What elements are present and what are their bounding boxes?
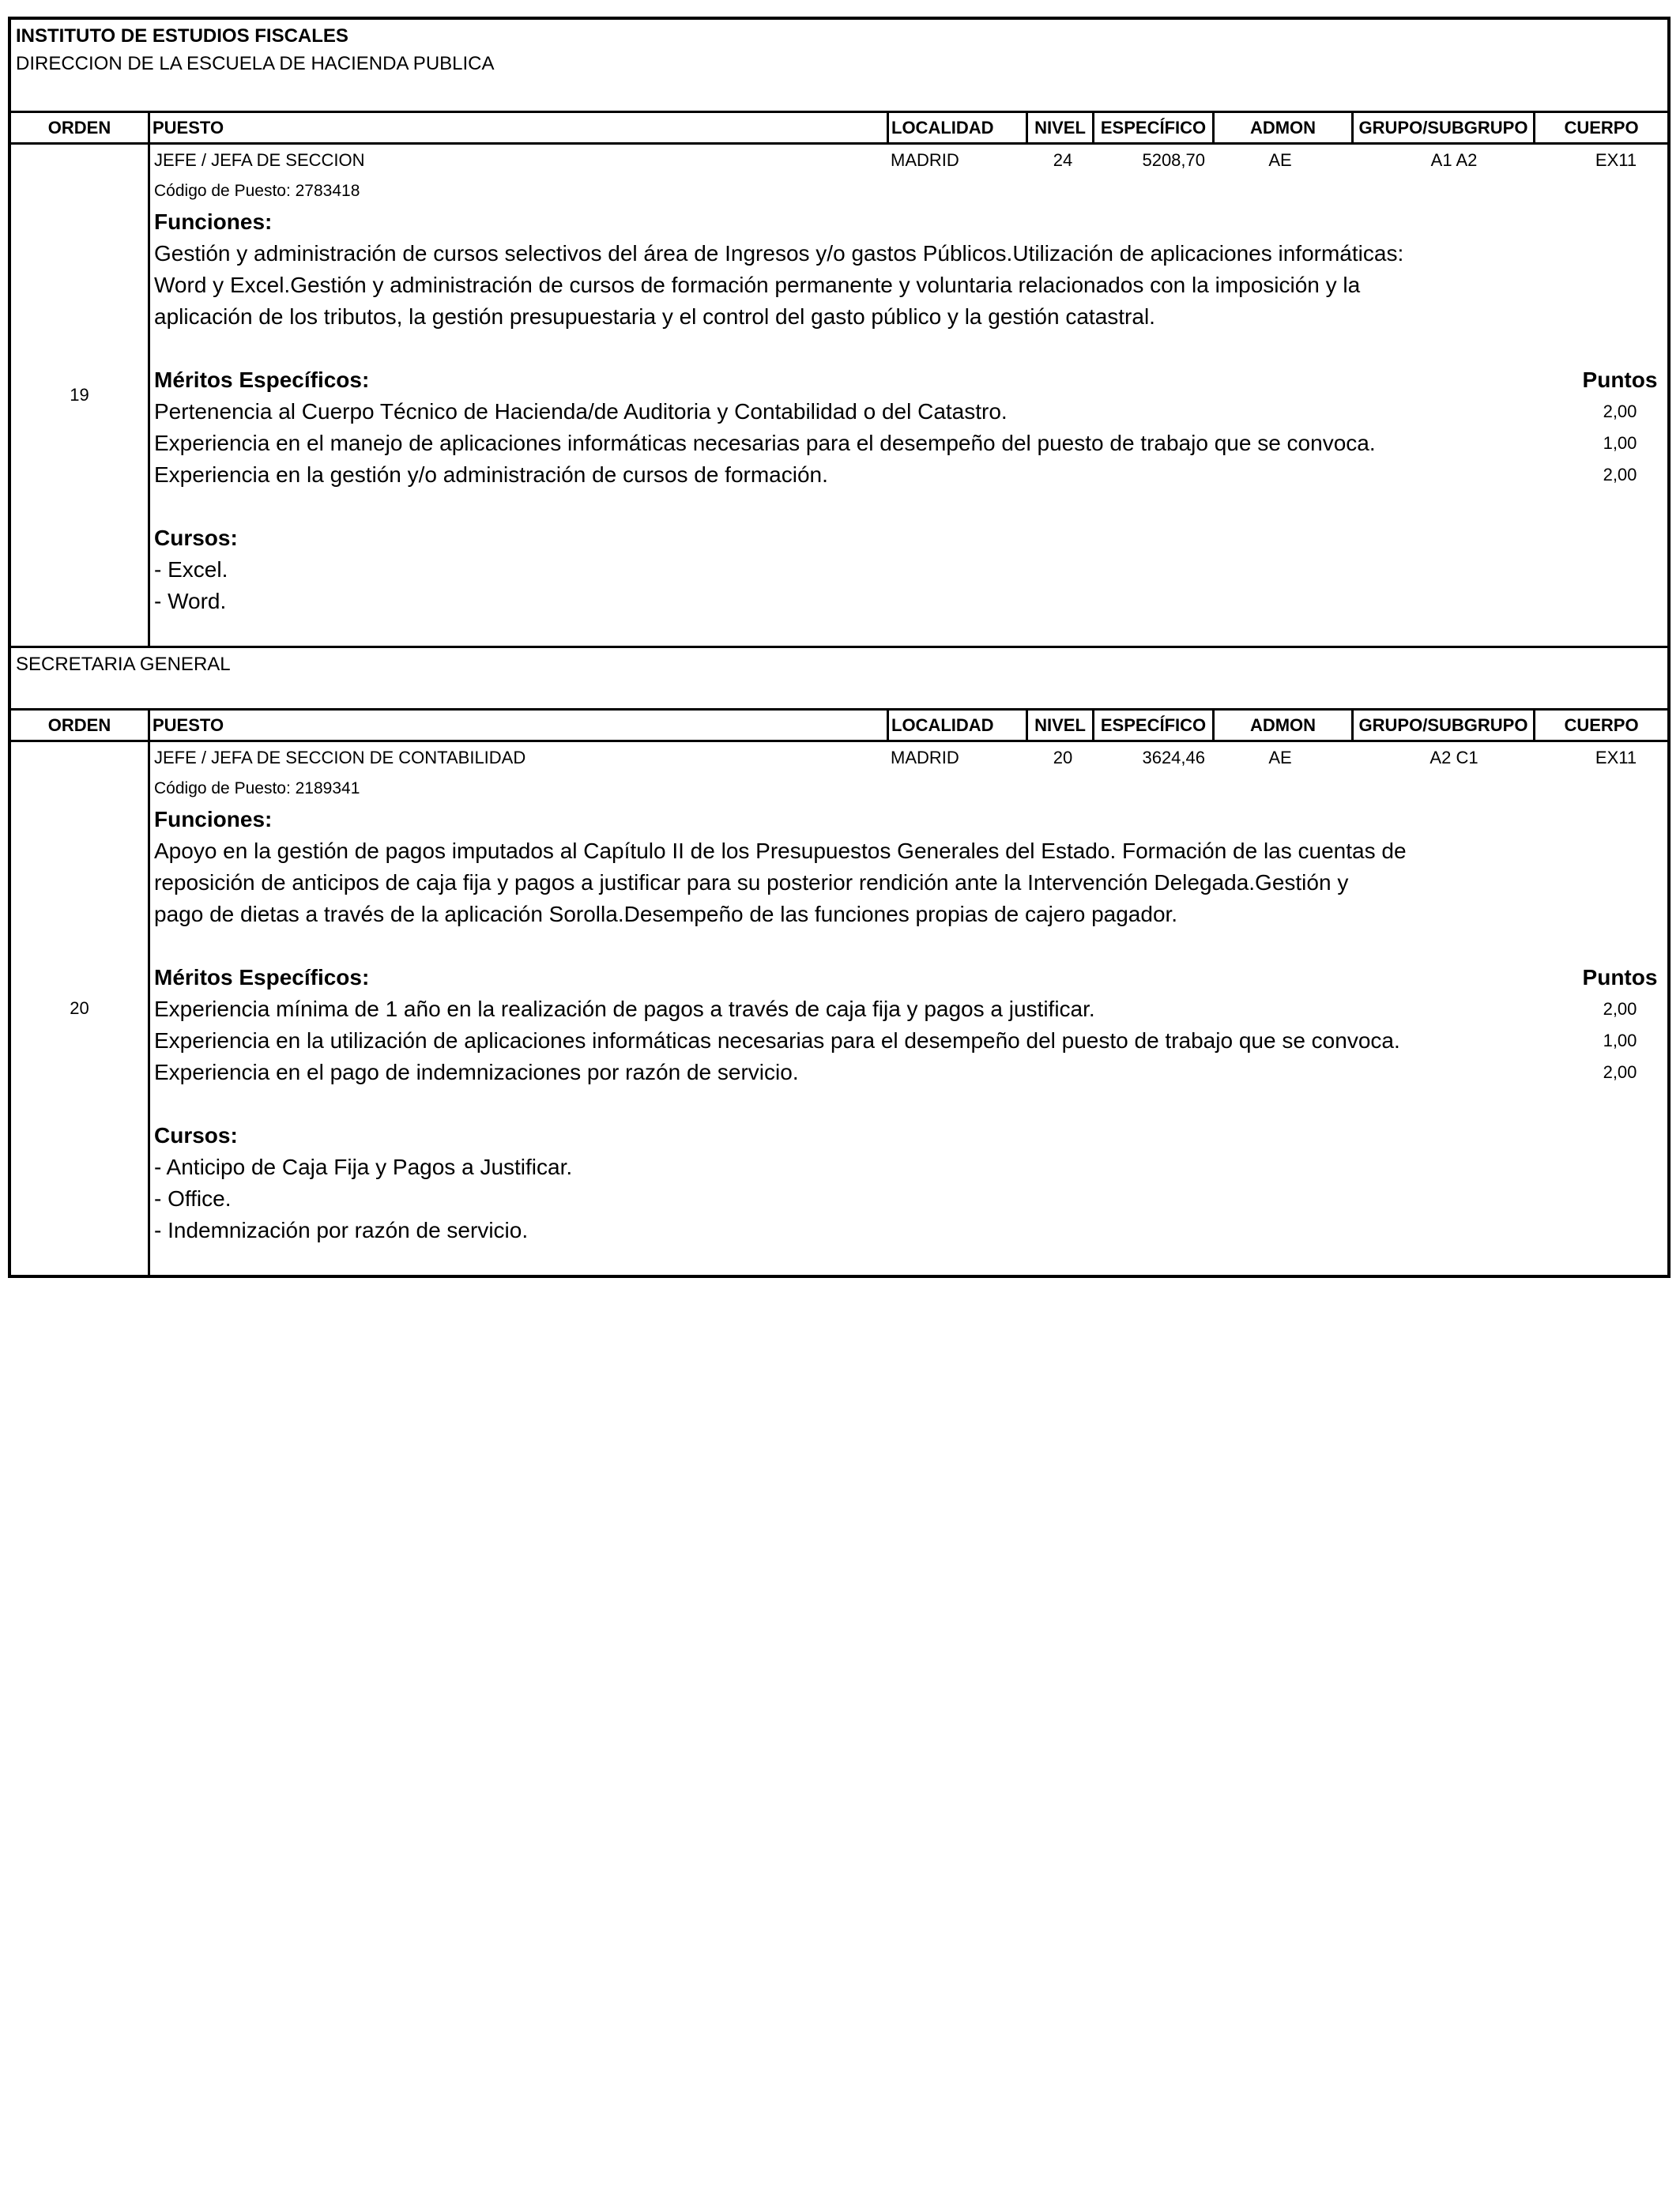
col-orden: ORDEN: [11, 113, 150, 142]
merito-item: [154, 396, 1667, 428]
col-admon: ADMON: [1215, 113, 1354, 142]
meritos-heading-row: [154, 364, 1667, 396]
job-entry: [11, 145, 1667, 646]
merito-item: [154, 428, 1667, 459]
department-name: DIRECCION DE LA ESCUELA DE HACIENDA PUBLICA: [16, 53, 495, 74]
job-summary-row: [154, 742, 1667, 774]
meritos-heading-row: [154, 962, 1667, 993]
codigo-puesto: Código de Puesto: 2783418: [154, 182, 360, 200]
curso-item: - Indemnización por razón de servicio.: [154, 1218, 529, 1242]
cuerpo-value: EX11: [1595, 150, 1637, 170]
puntos-heading: Puntos: [1582, 368, 1658, 392]
merito-text: Pertenencia al Cuerpo Técnico de Hacienda/de Auditoria y Contabilidad o del Catastro.: [154, 399, 1008, 424]
funciones-line: reposición de anticipos de caja fija y pagos a justificar para su posterior rendición ante la Intervención Delegada.Gestión y: [154, 870, 1349, 895]
merito-puntos: 1,00: [1603, 433, 1637, 453]
curso-item: - Office.: [154, 1186, 232, 1211]
curso-item: - Excel.: [154, 557, 228, 582]
job-summary-row: [154, 145, 1667, 176]
col-puesto: PUESTO: [150, 113, 889, 142]
cuerpo-value: EX11: [1595, 748, 1637, 767]
col-localidad: LOCALIDAD: [889, 113, 1028, 142]
cursos-heading: Cursos:: [154, 526, 238, 550]
merito-text: Experiencia en la gestión y/o administración de cursos de formación.: [154, 462, 828, 487]
merito-text: Experiencia en el manejo de aplicaciones informáticas necesarias para el desempeño del puesto de trabajo que se convoca.: [154, 431, 1376, 455]
col-grupo: GRUPO/SUBGRUPO: [1354, 113, 1535, 142]
nivel-value: 20: [1053, 748, 1073, 767]
codigo-puesto: Código de Puesto: 2189341: [154, 779, 360, 797]
puesto-value: JEFE / JEFA DE SECCION: [154, 150, 365, 170]
job-details: [150, 742, 1667, 1275]
col-grupo: GRUPO/SUBGRUPO: [1354, 711, 1535, 740]
admon-value: AE: [1268, 150, 1292, 170]
merito-text: Experiencia en la utilización de aplicaciones informáticas necesarias para el desempeño del puesto de trabajo que se convoca.: [154, 1028, 1400, 1053]
puesto-value: JEFE / JEFA DE SECCION DE CONTABILIDAD: [154, 748, 526, 767]
column-header-row: [11, 711, 1667, 742]
col-admon: ADMON: [1215, 711, 1354, 740]
col-orden: ORDEN: [11, 711, 150, 740]
funciones-heading: Funciones:: [154, 209, 273, 234]
funciones-heading: Funciones:: [154, 807, 273, 831]
funciones-line: Apoyo en la gestión de pagos imputados al Capítulo II de los Presupuestos Generales del Estado. Formación de las cuentas de: [154, 839, 1407, 863]
especifico-value: 5208,70: [1142, 150, 1205, 170]
col-localidad: LOCALIDAD: [889, 711, 1028, 740]
funciones-line: aplicación de los tributos, la gestión presupuestaria y el control del gasto público y la gestión catastral.: [154, 304, 1155, 329]
col-nivel: NIVEL: [1028, 113, 1094, 142]
meritos-heading: Méritos Específicos:: [154, 368, 370, 392]
col-cuerpo: CUERPO: [1564, 118, 1639, 138]
curso-item: - Word.: [154, 589, 227, 613]
merito-item: [154, 993, 1667, 1025]
merito-puntos: 2,00: [1603, 1062, 1637, 1082]
merito-puntos: 1,00: [1603, 1031, 1637, 1050]
funciones-line: Word y Excel.Gestión y administración de cursos de formación permanente y voluntaria relacionados con la imposición y la: [154, 273, 1361, 297]
especifico-value: 3624,46: [1142, 748, 1205, 767]
localidad-value: MADRID: [891, 150, 959, 170]
merito-item: [154, 1057, 1667, 1088]
merito-puntos: 2,00: [1603, 999, 1637, 1019]
funciones-line: pago de dietas a través de la aplicación Sorolla.Desempeño de las funciones propias de cajero pagador.: [154, 902, 1178, 926]
unit-name: SECRETARIA GENERAL: [11, 646, 1667, 711]
job-details: [150, 145, 1667, 646]
merito-text: Experiencia mínima de 1 año en la realización de pagos a través de caja fija y pagos a justificar.: [154, 997, 1095, 1021]
grupo-value: A2 C1: [1430, 748, 1478, 767]
col-puesto: PUESTO: [150, 711, 889, 740]
puntos-heading: Puntos: [1582, 965, 1658, 990]
merito-puntos: 2,00: [1603, 465, 1637, 484]
merito-item: [154, 1025, 1667, 1057]
job-listing-sheet: [8, 17, 1671, 1278]
col-cuerpo: CUERPO: [1564, 715, 1639, 735]
curso-item: - Anticipo de Caja Fija y Pagos a Justificar.: [154, 1155, 573, 1179]
merito-text: Experiencia en el pago de indemnizaciones por razón de servicio.: [154, 1060, 799, 1084]
localidad-value: MADRID: [891, 748, 959, 767]
orden-number: 20: [11, 742, 150, 1275]
job-entry: [11, 742, 1667, 1275]
organization-header: [11, 20, 1667, 113]
grupo-value: A1 A2: [1430, 150, 1478, 170]
cursos-heading: Cursos:: [154, 1123, 238, 1148]
merito-item: [154, 459, 1667, 491]
admon-value: AE: [1268, 748, 1292, 767]
column-header-row: [11, 113, 1667, 145]
meritos-heading: Méritos Específicos:: [154, 965, 370, 990]
orden-number: 19: [11, 145, 150, 646]
merito-puntos: 2,00: [1603, 401, 1637, 421]
funciones-line: Gestión y administración de cursos selectivos del área de Ingresos y/o gastos Públicos.Utilización de aplicaciones informáticas:: [154, 241, 1404, 266]
institution-title: INSTITUTO DE ESTUDIOS FISCALES: [16, 25, 348, 47]
col-especifico: ESPECÍFICO: [1094, 113, 1215, 142]
col-nivel: NIVEL: [1028, 711, 1094, 740]
nivel-value: 24: [1053, 150, 1073, 170]
col-especifico: ESPECÍFICO: [1094, 711, 1215, 740]
